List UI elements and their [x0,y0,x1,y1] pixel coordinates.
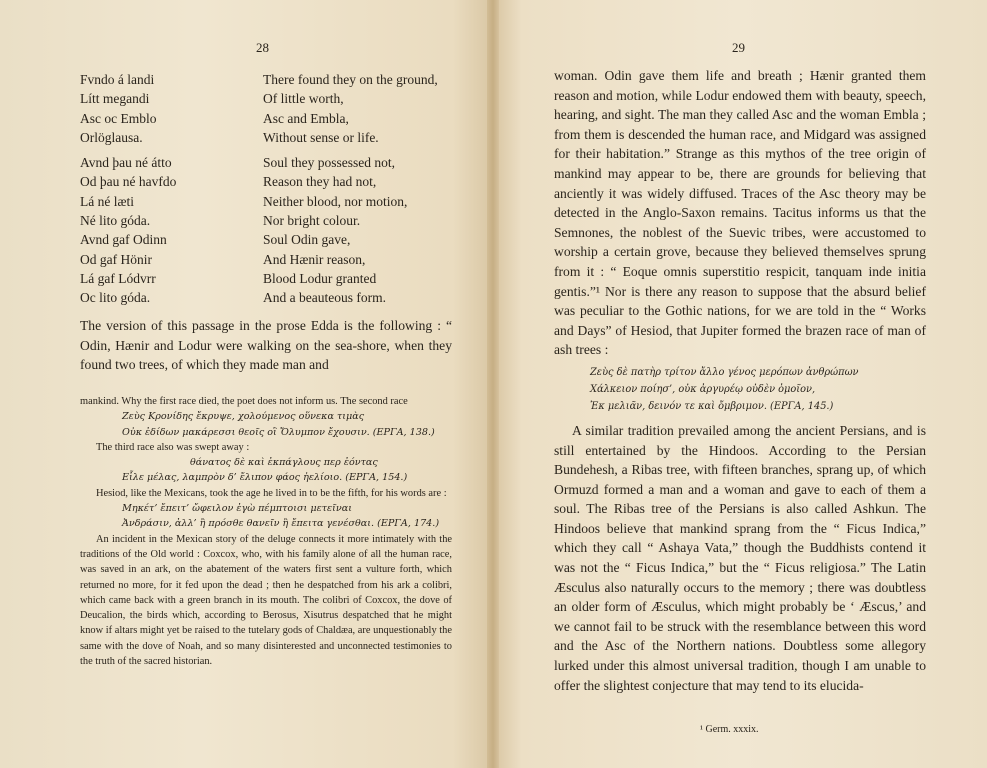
poem-line [80,109,460,128]
norse-line: Od þau né havfdo [80,174,177,190]
poem-line [80,211,460,230]
poem-line [80,250,460,269]
english-line: Reason they had not, [263,174,377,190]
stanza-1 [80,70,460,147]
prose-right [554,66,926,695]
poem-line [80,288,460,307]
greek-quote [554,364,926,415]
english-line: Blood Lodur granted [263,270,377,286]
poem [80,70,460,314]
greek-quote-line: Χάλκειον ποίησ’, οὐκ ἀργυρέῳ οὐδὲν ὁμοῖον, [590,383,816,395]
norse-line: Avnd gaf Odinn [80,232,167,248]
norse-line: Asc oc Emblo [80,110,157,126]
greek-quote-line: Ἐκ μελιᾶν, δεινόν τε καὶ ὄμβριμον. (ΕΡΓΑ, 145.) [590,400,834,412]
poem-line [80,172,460,191]
greek-quote-line: θάνατος δὲ καὶ ἐκπάγλους περ ἐόντας [190,457,378,469]
page-number-left: 28 [256,40,269,55]
english-line: And a beauteous form. [263,290,386,306]
norse-line: Lá né læti [80,193,134,209]
norse-line: Fvndo á landi [80,72,155,87]
poem-line [80,128,460,147]
english-line: Asc and Embla, [263,110,349,126]
book-gutter [487,0,499,768]
english-line: And Hænir reason, [263,251,366,267]
norse-line: Orlöglausa. [80,129,143,145]
poem-line [80,89,460,108]
english-line: Nor bright colour. [263,213,361,229]
english-line: Of little worth, [263,91,344,107]
poem-line [80,269,460,288]
page-number-right: 29 [732,40,745,55]
greek-quote-line: Μηκέτ’ ἔπειτ’ ὤφειλον ἐγὼ πέμπτοισι μετεῖναι [122,503,353,515]
norse-line: Avnd þau né átto [80,155,172,171]
footnote-block [80,394,452,669]
norse-line: Né lito góda. [80,213,151,229]
greek-quote-line: Ζεὺς δὲ πατὴρ τρίτον ἄλλο γένος μερόπων ἀνθρώπων [590,366,859,378]
page-footnote: ¹ Germ. xxxix. [700,724,759,735]
english-line: Without sense or life. [263,129,379,145]
prose-paragraph: The version of this passage in the prose Edda is the following : “ Odin, Hænir and Lodur were walking on the sea-shore, when they found two trees, of which they made man and [80,318,452,373]
greek-quote-line: Ζεὺς Κρονίδης ἔκρυψε, χολούμενος οὕνεκα τιμὰς [122,411,365,423]
poem-line [80,230,460,249]
english-line: There found they on the ground, [263,72,438,87]
prose-paragraph: A similar tradition prevailed among the ancient Persians, and is still entertained by the Hindoos. According to the Persian Bundehesh, a Ribas tree, with fifteen branches, sprang up, of which Ormuzd formed a man and a woman and gave to each of them a soul. The Ribas tree of the Persians is also called Ashkun. The Hindoos believe that mankind sprang from the “ Ficus Indica,” which they call “ Ashaya Vata,” though the Buddhists contend it was not the “ Ficus Indica,” but the “ Ficus religiosa.” The Latin Æsculus also naturally occurs to the memory ; there was doubtless an older form of Æsculus, which might probably be ‘ Æscus,’ and we cannot fail to be struck with the resemblance between this word and the Asc of the Northern nations. Doubtless some allegory lurked under this almost universal tradition, though I am unable to offer the slightest conjecture that may tend to its elucida- [554,422,926,693]
stanza-2 [80,153,460,307]
note-paragraph: Hesiod, like the Mexicans, took the age he lived in to be the fifth, for his words are : [96,487,447,499]
note-paragraph: mankind. Why the first race died, the poet does not inform us. The second race [80,396,408,407]
poem-line [80,70,460,89]
norse-line: Od gaf Hönir [80,251,152,267]
prose-left [80,316,452,375]
note-paragraph: The third race also was swept away : [96,441,250,453]
right-page [492,0,987,768]
norse-line: Lá gaf Lódvrr [80,270,156,286]
left-page [0,0,492,768]
greek-quote-line: Ἀνδράσιν, ἀλλ’ ἢ πρόσθε θανεῖν ἢ ἔπειτα γενέσθαι. (ΕΡΓΑ, 174.) [122,518,440,530]
english-line: Soul Odin gave, [263,232,351,248]
greek-quote-line: Οὐκ ἐδίδων μακάρεσσι θεοῖς οἳ Ὄλυμπον ἔχουσιν. (ΕΡΓΑ, 138.) [122,426,435,438]
norse-line: Lítt megandi [80,91,150,107]
note-paragraph: An incident in the Mexican story of the deluge connects it more intimately with the traditions of the Old world : Coxcox, who, with his family alone of all the human race, was saved in an ark, on the abatement of the waters first sent a vulture forth, which returned no more, for it fed upon the dead ; then he despatched from his ark a colibri, which came back with a green branch in its mouth. The colibri of Coxcox, the dove of Deucalion, the birds which, according to Berosus, Xisutrus despatched that he might know if altars might yet be raised to the tutelary gods of Chaldæa, are unquestionably the same with the dove of Noah, and so many disinterested and unconnected testimonies to the truth of the sacred historian. [80,533,452,668]
norse-line: Oc lito góda. [80,290,151,306]
prose-paragraph: woman. Odin gave them life and breath ; Hænir granted them reason and motion, while Lodur endowed them with beauty, speech, hearing, and sight. The man they called Asc and the woman Embla ; from them is descended the human race, and Midgard was assigned for their habitation.” Strange as this mythos of the tree origin of mankind may appear to be, there are grounds for believing that anciently it was widely diffused. Traces of the Asc theory may be detected in the Anglo-Saxon remains. Tacitus informs us that the Semnones, the noblest of the Suevic tribes, were accustomed to worship a certain grove, because they believed themselves sprung from it : “ Eoque omnis superstitio respicit, tanquam inde initia gentis.”¹ Nor is there any reason to suppose that the absurd belief was peculiar to the Gothic nations, for we are told in the “ Works and Days” of Hesiod, that Jupiter formed the brazen race of man of ash trees : [554,68,926,358]
poem-line [80,153,460,172]
english-line: Neither blood, nor motion, [263,193,408,209]
poem-line [80,192,460,211]
greek-quote-line: Εἷλε μέλας, λαμπρὸν δ’ ἔλιπον φάος ἠελίοιο. (ΕΡΓΑ, 154.) [122,472,408,484]
english-line: Soul they possessed not, [263,155,396,171]
